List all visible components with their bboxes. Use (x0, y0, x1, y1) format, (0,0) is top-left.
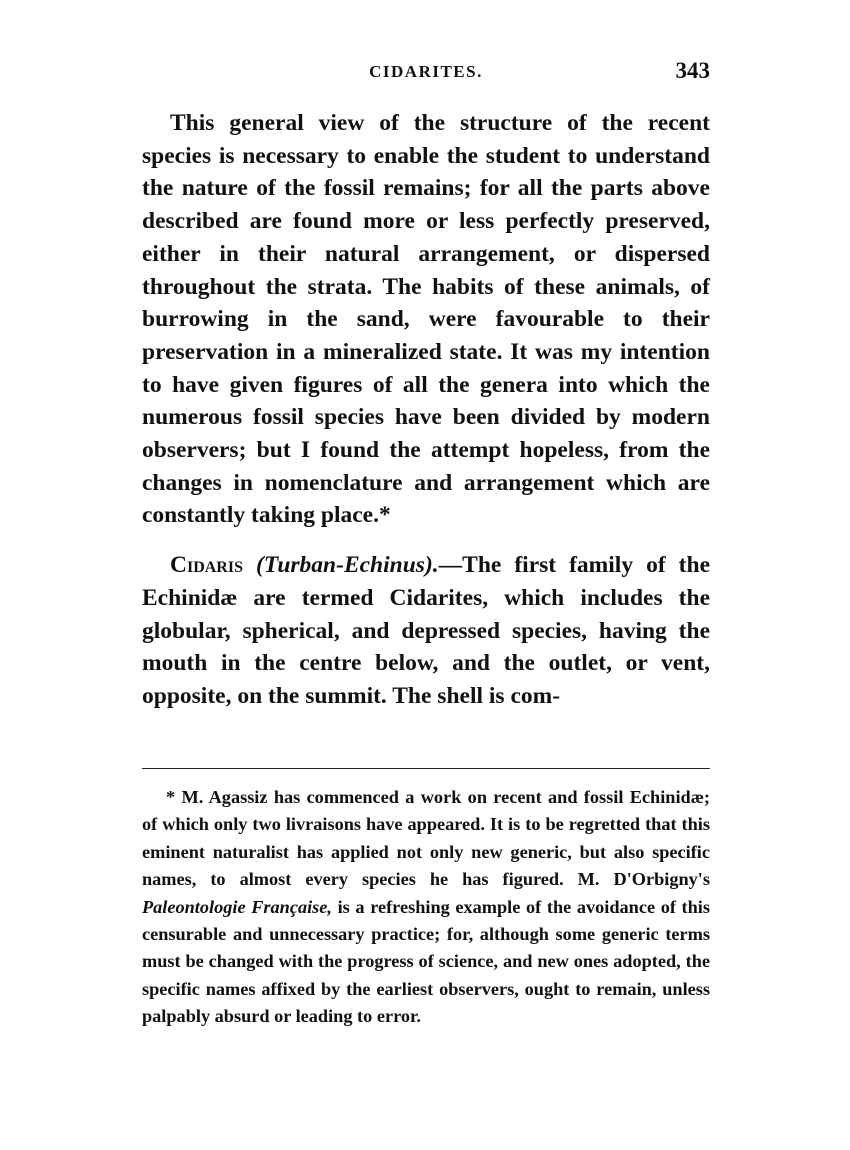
footnote-text-end: is a refreshing example of the avoidance of this censurable and unnecessary practice; for, although some generic terms must be changed with the progress of science, and new ones adopted, the specific names affixed by the earliest observers, ought to remain, unless palpably absurd or leading to error. (142, 896, 710, 1027)
footnote-divider (142, 768, 710, 769)
running-title: CIDARITES. (369, 62, 483, 81)
footnote-book-title: Paleontologie Française, (142, 896, 332, 917)
footnote-text-start: * M. Agassiz has commenced a work on recent and fossil Echinidæ; of which only two livraisons have appeared. It is to be regretted that this eminent naturalist has applied not only new generic, but also specific names, to almost every species he has figured. M. D'Orbigny's (142, 787, 710, 890)
page-number: 343 (675, 58, 710, 83)
cidaris-common-name: (Turban-Echinus). (256, 552, 439, 579)
cidaris-heading: Cidaris (170, 552, 243, 579)
paragraph-structure: This general view of the structure of the recent species is necessary to enable the student to understand the nature of the fossil remains; for all the parts above described are found more or less perfectly preserved, either in their natural arrangement, or dispersed throughout the strata. The habits of these animals, of burrowing in the sand, were favourable to their preservation in a mineralized state. It was my intention to have given figures of all the genera into which the numerous fossil species have been divided by modern observers; but I found the attempt hopeless, from the changes in nomenclature and arrangement which are constantly taking place.* (142, 110, 710, 529)
footnote (142, 784, 710, 1031)
body-text (142, 107, 710, 713)
paragraph-cidaris (142, 549, 710, 713)
running-head (142, 58, 710, 88)
cidaris-description: —The first family of the Echinidæ are termed Cidarites, which includes the globular, spherical, and depressed species, having the mouth in the centre below, and the outlet, or vent, opposite, on the summit. The shell is com- (142, 552, 711, 709)
